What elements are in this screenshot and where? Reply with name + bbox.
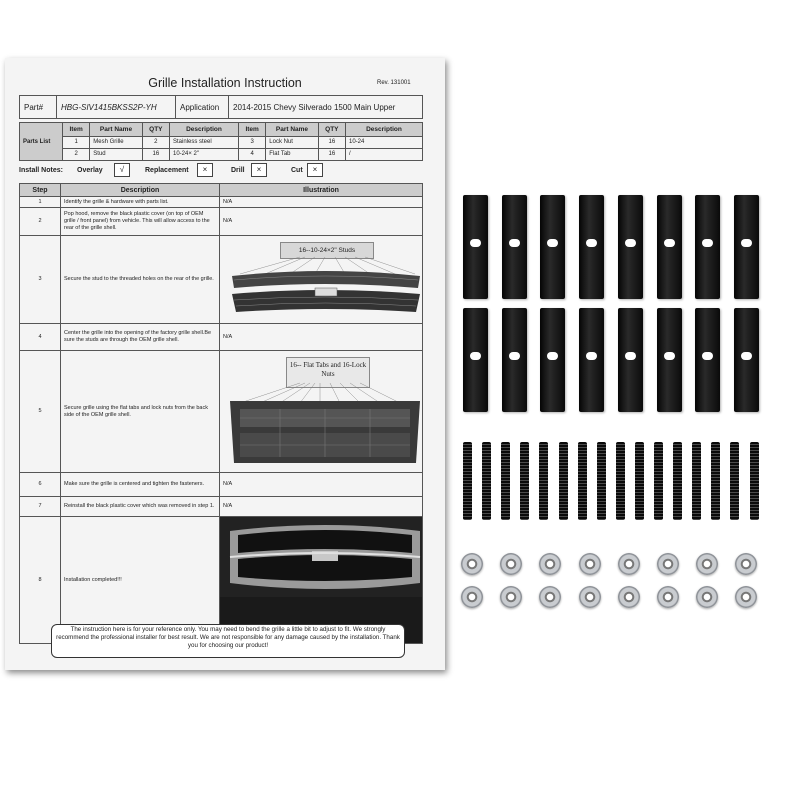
flat-tab [540, 308, 565, 412]
stud [730, 442, 739, 520]
pl-cell: Lock Nut [266, 136, 318, 148]
application-label: Application [176, 96, 229, 119]
pl-cell: Stainless steel [169, 136, 238, 148]
step3-illustration [220, 236, 423, 324]
flat-tab [657, 308, 682, 412]
lock-nut [657, 586, 679, 608]
flat-tab [695, 195, 720, 299]
stud [673, 442, 682, 520]
pl-header: Description [346, 123, 423, 137]
flat-tab [579, 195, 604, 299]
pl-cell: 4 [238, 148, 265, 160]
stud [692, 442, 701, 520]
note-cut-label: Cut [291, 167, 303, 174]
instruction-sheet [5, 58, 445, 670]
note-cut-checkbox: × [307, 163, 323, 177]
lock-nut [735, 553, 757, 575]
stud [559, 442, 568, 520]
lock-nut [539, 553, 561, 575]
steps-header: Description [61, 184, 220, 197]
lock-nut [500, 586, 522, 608]
pl-header: QTY [318, 123, 345, 137]
lock-nut [618, 553, 640, 575]
note-drill-label: Drill [231, 167, 245, 174]
note-overlay-checkbox: √ [114, 163, 130, 177]
flat-tab-hole [586, 352, 597, 360]
installed-grille-photo [220, 517, 423, 597]
stud [463, 442, 472, 520]
pl-header: Item [238, 123, 265, 137]
pl-cell: 2 [63, 148, 90, 160]
pl-cell: 10-24 [346, 136, 423, 148]
flat-tab-hole [509, 352, 520, 360]
stud [520, 442, 529, 520]
note-replacement-checkbox: × [197, 163, 213, 177]
flat-tab [540, 195, 565, 299]
lock-nut [500, 553, 522, 575]
step-ill: N/A [220, 197, 423, 208]
step-ill: N/A [220, 324, 423, 351]
pl-header: Part Name [90, 123, 142, 137]
part-number: HBG-SIV1415BKSS2P-YH [57, 96, 176, 119]
step-number: 5 [20, 351, 61, 473]
flat-tab-hole [741, 352, 752, 360]
flat-tab [463, 308, 488, 412]
flat-tab-hole [625, 352, 636, 360]
application-value: 2014-2015 Chevy Silverado 1500 Main Upper [229, 96, 423, 119]
note-drill-checkbox: × [251, 163, 267, 177]
stud [482, 442, 491, 520]
step-desc: Secure grille using the flat tabs and lock nuts from the back side of the OEM grille shell. [61, 351, 220, 473]
lock-nut [735, 586, 757, 608]
flat-tab [579, 308, 604, 412]
pl-cell: 1 [63, 136, 90, 148]
lock-nut [461, 586, 483, 608]
flat-tab-hole [586, 239, 597, 247]
step-number: 7 [20, 497, 61, 517]
flat-tab-hole [664, 239, 675, 247]
pl-cell: 2 [142, 136, 169, 148]
step-number: 4 [20, 324, 61, 351]
studs-callout: 16--10-24×2" Studs [280, 242, 374, 259]
disclaimer-box: The instruction here is for your reference only. You may need to bend the grille a little bit to adjust to fit. We strongly recommend the professional installer for best result. We are not responsible for any damage caused by the installation. Thank you for choosing our product! [51, 624, 405, 658]
step-desc: Installation completed!!! [61, 517, 220, 644]
step-desc: Pop hood, remove the black plastic cover (on top of OEM grille / front panel) from vehicle. This will allow access to the rear of the grille shell. [61, 208, 220, 236]
grille-shell-drawing [220, 351, 423, 473]
flat-tab [463, 195, 488, 299]
lock-nut [461, 553, 483, 575]
sheet-title: Grille Installation Instruction [148, 76, 302, 90]
flat-tab-hole [547, 239, 558, 247]
step-ill: N/A [220, 497, 423, 517]
stud [539, 442, 548, 520]
pl-header: Item [63, 123, 90, 137]
part-info-table [19, 95, 423, 119]
grille-back-drawing [220, 236, 423, 324]
step-ill: N/A [220, 473, 423, 497]
lock-nut [579, 553, 601, 575]
step-desc: Identify the grille & hardware with parts list. [61, 197, 220, 208]
step-desc: Make sure the grille is centered and tighten the fasteners. [61, 473, 220, 497]
pl-cell: 3 [238, 136, 265, 148]
lock-nut [618, 586, 640, 608]
stud [750, 442, 759, 520]
pl-cell: 10-24× 2" [169, 148, 238, 160]
install-notes-label: Install Notes: [19, 167, 63, 174]
flat-tab-hole [664, 352, 675, 360]
pl-cell: 16 [142, 148, 169, 160]
lock-nut [539, 586, 561, 608]
flat-tab-hole [470, 352, 481, 360]
flat-tab [695, 308, 720, 412]
steps-header: Step [20, 184, 61, 197]
step-number: 1 [20, 197, 61, 208]
flat-tab [502, 195, 527, 299]
stud [654, 442, 663, 520]
lock-nut [696, 553, 718, 575]
flat-tab [502, 308, 527, 412]
install-notes [19, 167, 425, 181]
pl-cell: / [346, 148, 423, 160]
stud [616, 442, 625, 520]
flat-tab [734, 308, 759, 412]
flat-tab-hole [470, 239, 481, 247]
flat-tab-hole [702, 239, 713, 247]
stud [501, 442, 510, 520]
pl-cell: Mesh Grille [90, 136, 142, 148]
stud [635, 442, 644, 520]
step-ill: N/A [220, 208, 423, 236]
lock-nut [696, 586, 718, 608]
note-replacement-label: Replacement [145, 167, 189, 174]
pl-cell: Flat Tab [266, 148, 318, 160]
parts-list-caption: Parts List [20, 123, 63, 161]
tabs-nuts-callout: 16-- Flat Tabs and 16-Lock Nuts [286, 357, 370, 388]
pl-header: Description [169, 123, 238, 137]
flat-tab-hole [702, 352, 713, 360]
step-number: 8 [20, 517, 61, 644]
parts-list-table [19, 122, 423, 161]
lock-nut [579, 586, 601, 608]
pl-header: QTY [142, 123, 169, 137]
note-overlay-label: Overlay [77, 167, 103, 174]
steps-header: Illustration [220, 184, 423, 197]
step-number: 6 [20, 473, 61, 497]
pl-cell: 16 [318, 136, 345, 148]
flat-tab [657, 195, 682, 299]
flat-tab-hole [741, 239, 752, 247]
steps-table [19, 183, 423, 644]
pl-cell: 16 [318, 148, 345, 160]
flat-tab [734, 195, 759, 299]
stud [578, 442, 587, 520]
pl-header: Part Name [266, 123, 318, 137]
step5-illustration [220, 351, 423, 473]
flat-tab-hole [509, 239, 520, 247]
step-number: 3 [20, 236, 61, 324]
lock-nut [657, 553, 679, 575]
step-desc: Reinstall the black plastic cover which was removed in step 1. [61, 497, 220, 517]
step-desc: Secure the stud to the threaded holes on the rear of the grille. [61, 236, 220, 324]
pl-cell: Stud [90, 148, 142, 160]
flat-tab-hole [547, 352, 558, 360]
step-desc: Center the grille into the opening of the factory grille shell.Be sure the studs are through the OEM grille shell. [61, 324, 220, 351]
stud [711, 442, 720, 520]
flat-tab-hole [625, 239, 636, 247]
flat-tab [618, 308, 643, 412]
revision-label: Rev. 131001 [377, 80, 411, 86]
stud [597, 442, 606, 520]
flat-tab [618, 195, 643, 299]
part-label: Part# [20, 96, 57, 119]
step-number: 2 [20, 208, 61, 236]
